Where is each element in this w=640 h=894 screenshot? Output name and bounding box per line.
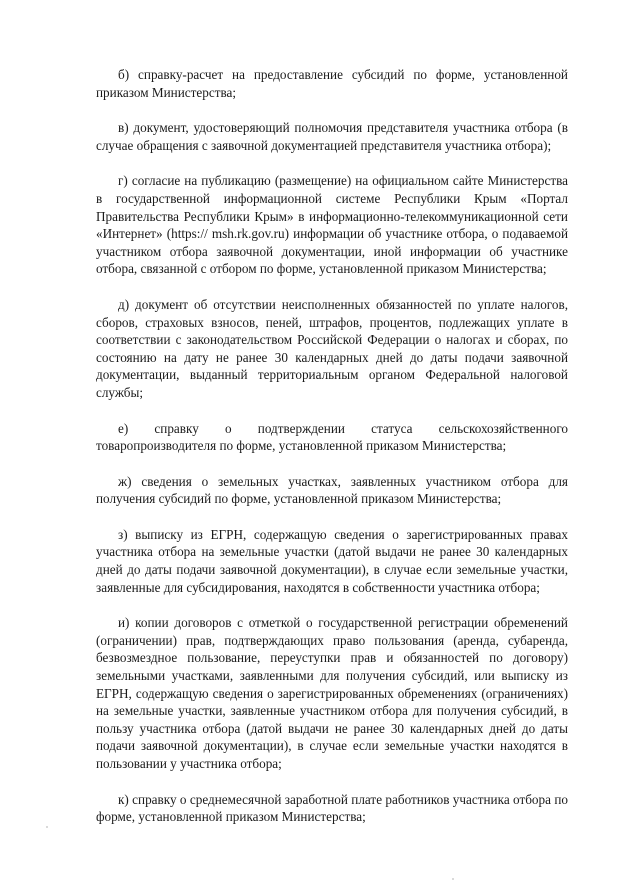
scan-speck [46,826,48,828]
paragraph-item-v: в) документ, удостоверяющий полномочия представителя участника отбора (в случае обращения с заявочной документацией представителя участника отбора); [96,120,568,153]
paragraph-item-e: е) справку о подтверждении статуса сельскохозяйственного товаропроизводителя по форме, установленной приказом Министерства; [96,420,568,454]
paragraph-item-d: д) документ об отсутствии неисполненных обязанностей по уплате налогов, сборов, страховых взносов, пеней, штрафов, процентов, подлежащих уплате в соответствии с законодательством Российской Федерации о налогах и сборах, по состоянию на дату не ранее 30 календарных дней до даты подачи заявочной документации, выданный территориальным органом Федеральной налоговой службы; [96,296,568,400]
paragraph-item-i: и) копии договоров с отметкой о государственной регистрации обременений (ограничении) прав, подтверждающих право пользования (аренда, субаренда, безвозмездное пользование, переуступки прав и обязанностей по договору) земельными участками, заявленными для получения субсидий, или выписку из ЕГРН, содержащую сведения о зарегистрированных обременениях (ограничениях) на земельные участки, заявленные участником отбора для получения субсидий, в пользу участника отбора (датой выдачи не ранее 30 календарных дней до даты подачи заявочной документации), в случае если земельные участки находятся в пользовании у участника отбора; [96,615,568,771]
paragraph-item-zh: ж) сведения о земельных участках, заявленных участником отбора для получения субсидий по форме, установленной приказом Министерства; [96,473,568,507]
paragraph-item-b: б) справку-расчет на предоставление субсидий по форме, установленной приказом Министерства; [96,67,568,100]
document-body [96,66,568,844]
paragraph-item-k: к) справку о среднемесячной заработной плате работников участника отбора по форме, установленной приказом Министерства; [96,791,568,825]
paragraph-item-g: г) согласие на публикацию (размещение) на официальном сайте Министерства в государственной информационной системе Республики Крым «Портал Правительства Республики Крым» в информационно-телекоммуникационной сети «Интернет» (https:// msh.rk.gov.ru) информации об участнике отбора, о подаваемой участником отбора заявочной документации, иной информации об участнике отбора, связанной с отбором по форме, установленной приказом Министерства; [96,173,568,277]
paragraph-item-z: з) выписку из ЕГРН, содержащую сведения о зарегистрированных правах участника отбора на земельные участки (датой выдачи не ранее 30 календарных дней до даты подачи заявочной документации), в случае если земельные участки, заявленные для субсидирования, находятся в собственности участника отбора; [96,526,568,595]
scan-speck [452,878,454,880]
